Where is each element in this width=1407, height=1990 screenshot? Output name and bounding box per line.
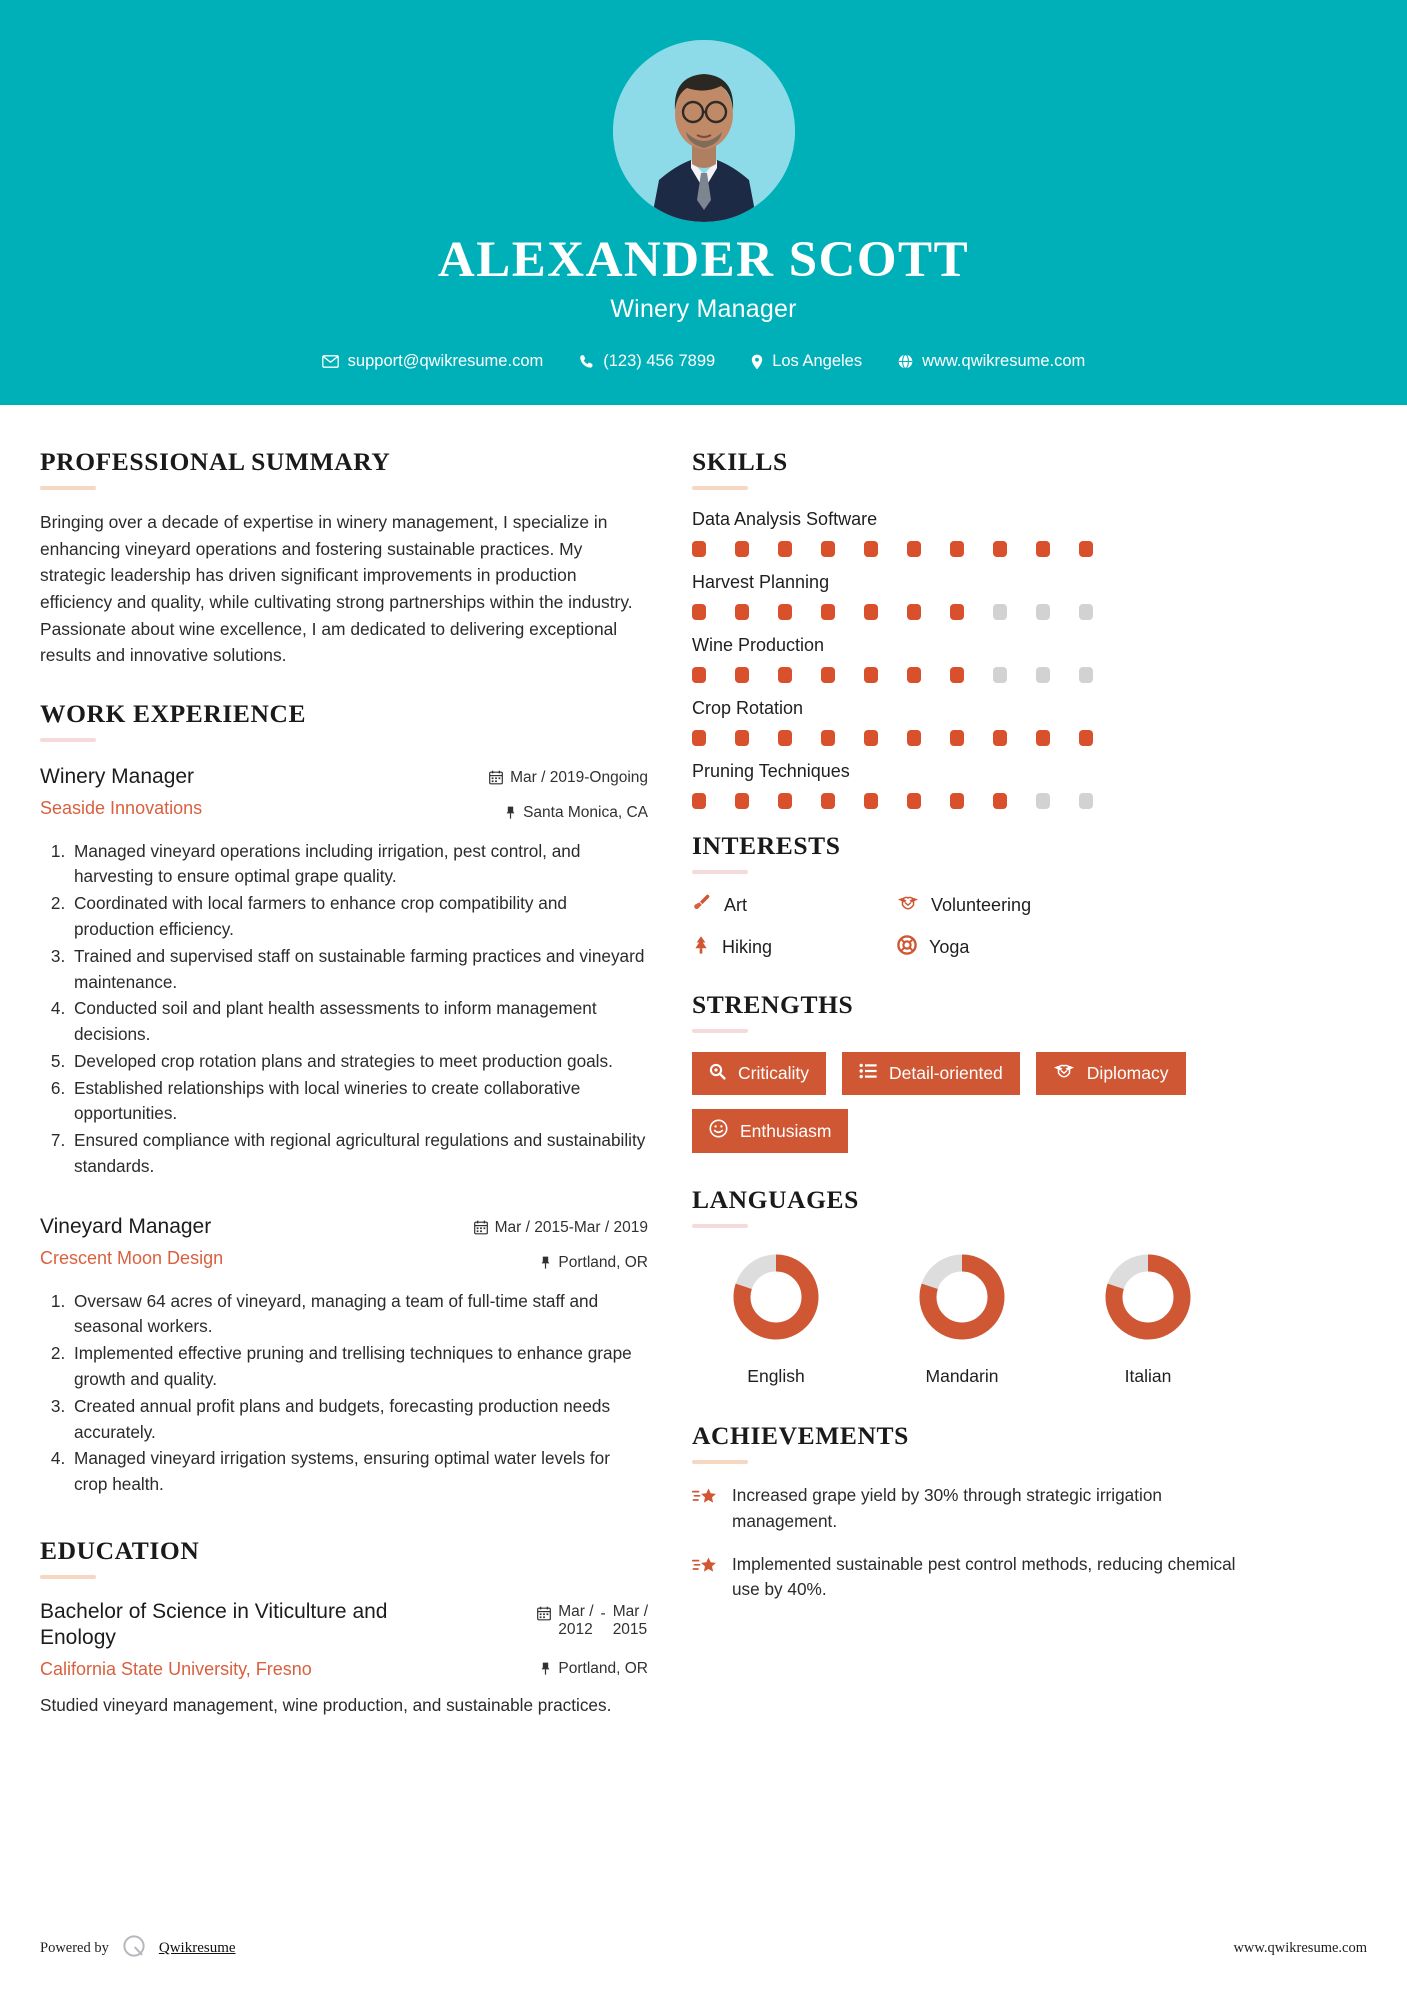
shooting-star-icon	[692, 1552, 718, 1582]
list-item: 1. Oversaw 64 acres of vineyard, managing a team of full-time staff and seasonal workers.	[70, 1289, 648, 1341]
skill-dot-filled	[907, 604, 921, 620]
paintbrush-icon	[692, 893, 712, 918]
skill-dot-filled	[735, 793, 749, 809]
list-item: 4. Managed vineyard irrigation systems, ensuring optimal water levels for crop health.	[70, 1446, 648, 1498]
section-education	[40, 1536, 648, 1719]
left-column	[40, 447, 648, 1724]
calendar-icon	[537, 1606, 551, 1626]
strength-label: Detail-oriented	[888, 1063, 1003, 1084]
skill-dot-empty	[993, 667, 1007, 683]
list-item: 6. Established relationships with local wineries to create collaborative opportunities.	[70, 1076, 648, 1128]
work-company: Seaside Innovations	[40, 798, 203, 819]
interest-item	[897, 893, 1262, 918]
contact-row	[0, 352, 1407, 371]
language-item	[1064, 1247, 1232, 1387]
skill-dot-filled	[778, 604, 792, 620]
section-title: INTERESTS	[692, 831, 841, 861]
skill-dot-filled	[907, 667, 921, 683]
skill-rating	[692, 541, 1262, 557]
right-column	[692, 447, 1262, 1621]
skill-dot-filled	[821, 541, 835, 557]
pin-icon	[505, 803, 516, 825]
language-label: Italian	[1124, 1366, 1172, 1387]
skill-dot-filled	[993, 793, 1007, 809]
section-languages	[692, 1185, 1262, 1387]
strength-label: Criticality	[738, 1063, 809, 1084]
education-description: Studied vineyard management, wine production, and sustainable practices.	[40, 1694, 612, 1715]
section-title: WORK EXPERIENCE	[40, 698, 307, 728]
work-role: Vineyard Manager	[40, 1214, 212, 1238]
skill-rating	[692, 730, 1262, 746]
interest-item	[692, 935, 897, 960]
strength-chip-enthusiasm[interactable]	[692, 1109, 848, 1153]
work-location-text: Santa Monica, CA	[523, 803, 648, 821]
skill-dot-filled	[907, 730, 921, 746]
list-item: 3. Trained and supervised staff on sustainable farming practices and vineyard maintenance.	[70, 944, 648, 996]
map-pin-icon	[751, 354, 763, 370]
skill-dot-filled	[735, 541, 749, 557]
section-rule	[40, 1575, 96, 1579]
education-degree: Bachelor of Science in Viticulture and Enology	[40, 1599, 388, 1650]
skill-dot-filled	[821, 730, 835, 746]
skill-dot-filled	[735, 730, 749, 746]
language-donut-chart	[726, 1247, 826, 1347]
skill-label: Harvest Planning	[692, 572, 830, 593]
globe-icon	[898, 354, 913, 369]
education-dates	[537, 1603, 648, 1640]
summary-text: Bringing over a decade of expertise in winery management, I specialize in enhancing vineyard operations and fostering sustainable practices. My strategic leadership has driven significant improvements in production efficiency and quality, while cultivating strong partnerships within the industry. Passionate about wine excellence, I am dedicated to delivering exceptional results and innovative solutions.	[40, 512, 633, 666]
skill-dot-empty	[1036, 604, 1050, 620]
strength-label: Diplomacy	[1086, 1063, 1169, 1084]
skill-item	[692, 635, 1262, 683]
section-rule	[40, 738, 96, 742]
section-title: PROFESSIONAL SUMMARY	[40, 447, 391, 477]
work-location	[489, 803, 648, 825]
education-school: California State University, Fresno	[40, 1659, 312, 1680]
skill-dot-filled	[778, 667, 792, 683]
section-rule	[692, 486, 748, 490]
powered-by-label: Powered by	[40, 1940, 109, 1956]
skill-dot-filled	[692, 793, 706, 809]
section-rule	[692, 870, 748, 874]
skill-label: Crop Rotation	[692, 698, 804, 719]
skill-dot-empty	[1079, 667, 1093, 683]
interests-grid	[692, 893, 1262, 960]
skill-dot-filled	[950, 541, 964, 557]
smiley-icon	[709, 1119, 728, 1143]
skill-dot-empty	[993, 604, 1007, 620]
list-item: 2. Implemented effective pruning and trellising techniques to enhance grape growth and quality.	[70, 1341, 648, 1393]
calendar-icon	[474, 1218, 488, 1241]
skill-dot-filled	[950, 604, 964, 620]
work-dates	[489, 768, 648, 791]
skill-dot-filled	[864, 793, 878, 809]
handshake-icon	[1053, 1062, 1075, 1085]
qwikresume-link[interactable]: Qwikresume	[158, 1940, 236, 1956]
envelope-icon	[322, 355, 339, 368]
skill-item	[692, 761, 1262, 809]
skill-dot-empty	[1036, 793, 1050, 809]
handshake-icon	[897, 894, 919, 917]
list-item: 7. Ensured compliance with regional agricultural regulations and sustainability standards.	[70, 1128, 648, 1180]
education-end-month: Mar /	[612, 1602, 648, 1620]
skill-dot-filled	[735, 667, 749, 683]
skill-dot-filled	[821, 604, 835, 620]
contact-email-text: support@qwikresume.com	[347, 352, 544, 371]
strength-chip-criticality[interactable]	[692, 1052, 826, 1095]
resume-body	[0, 405, 1407, 1724]
skill-dot-filled	[950, 667, 964, 683]
shooting-star-icon	[692, 1483, 718, 1513]
powered-by	[40, 1933, 236, 1964]
work-bullets	[40, 1289, 648, 1498]
work-dates-text: Mar / 2019-Ongoing	[510, 768, 648, 786]
search-icon	[709, 1063, 726, 1085]
tree-icon	[692, 935, 710, 960]
language-item	[692, 1247, 860, 1387]
section-interests	[692, 831, 1262, 960]
section-title: ACHIEVEMENTS	[692, 1421, 909, 1451]
education-entry	[40, 1599, 648, 1719]
work-role: Winery Manager	[40, 764, 195, 788]
strength-label: Enthusiasm	[740, 1120, 832, 1141]
skill-dot-filled	[692, 730, 706, 746]
contact-email[interactable]	[304, 352, 562, 371]
work-dates-text: Mar / 2015-Mar / 2019	[494, 1218, 648, 1236]
work-dates	[474, 1218, 648, 1241]
section-work-experience	[40, 699, 648, 1498]
interest-label: Art	[724, 895, 748, 916]
lifebuoy-icon	[897, 935, 917, 960]
skill-rating	[692, 667, 1262, 683]
skill-dot-filled	[821, 793, 835, 809]
contact-location	[733, 352, 880, 371]
contact-location-text: Los Angeles	[772, 352, 863, 371]
language-item	[878, 1247, 1046, 1387]
qwikresume-logo-icon	[121, 1933, 147, 1964]
skill-item	[692, 698, 1262, 746]
interest-item	[692, 893, 897, 918]
skill-dot-filled	[950, 730, 964, 746]
section-skills	[692, 447, 1262, 809]
section-rule	[692, 1029, 748, 1033]
skill-dot-filled	[1036, 541, 1050, 557]
list-item: 3. Created annual profit plans and budgets, forecasting production needs accurately.	[70, 1394, 648, 1446]
skill-dot-filled	[692, 667, 706, 683]
skill-dot-filled	[864, 541, 878, 557]
skill-dot-filled	[993, 730, 1007, 746]
work-entry	[40, 1214, 648, 1498]
education-date-separator: -	[600, 1604, 606, 1622]
section-title: SKILLS	[692, 447, 788, 477]
education-start-date	[558, 1603, 593, 1640]
skill-dot-filled	[1036, 730, 1050, 746]
skill-dot-filled	[864, 730, 878, 746]
page-footer	[0, 1933, 1407, 1964]
list-item: 4. Conducted soil and plant health assessments to inform management decisions.	[70, 996, 648, 1048]
contact-phone[interactable]	[561, 352, 733, 371]
strength-chip-diplomacy[interactable]	[1036, 1052, 1186, 1095]
skill-dot-filled	[735, 604, 749, 620]
work-location-text: Portland, OR	[558, 1253, 648, 1271]
skill-dot-filled	[778, 793, 792, 809]
section-title: LANGUAGES	[692, 1185, 859, 1215]
section-rule	[40, 486, 96, 490]
education-location-text: Portland, OR	[558, 1660, 648, 1678]
skill-dot-empty	[1079, 793, 1093, 809]
section-achievements	[692, 1421, 1262, 1603]
language-label: Mandarin	[925, 1366, 999, 1387]
skill-dot-filled	[864, 667, 878, 683]
skill-label: Data Analysis Software	[692, 509, 878, 530]
work-bullets	[40, 839, 648, 1180]
skill-item	[692, 572, 1262, 620]
skill-dot-filled	[778, 730, 792, 746]
pin-icon	[540, 1659, 551, 1681]
achievement-item	[692, 1552, 1262, 1603]
page-title: ALEXANDER SCOTT	[437, 232, 970, 288]
calendar-icon	[489, 768, 503, 791]
skill-dot-filled	[692, 541, 706, 557]
pin-icon	[540, 1253, 551, 1275]
education-end-date	[613, 1603, 648, 1640]
skill-item	[692, 509, 1262, 557]
job-title-subtitle: Winery Manager	[610, 295, 797, 324]
skill-dot-empty	[1036, 667, 1050, 683]
education-end-year: 2015	[612, 1621, 648, 1639]
skill-dot-filled	[692, 604, 706, 620]
phone-icon	[579, 354, 594, 369]
list-item: 5. Developed crop rotation plans and strategies to meet production goals.	[70, 1049, 648, 1075]
list-icon	[859, 1063, 877, 1084]
languages-list	[692, 1247, 1262, 1387]
achievement-text: Increased grape yield by 30% through strategic irrigation management.	[732, 1485, 1162, 1531]
work-location	[474, 1253, 648, 1275]
avatar-photo	[613, 40, 795, 222]
education-start-month: Mar /	[558, 1602, 594, 1620]
avatar	[613, 40, 795, 222]
skill-dot-filled	[864, 604, 878, 620]
education-location	[537, 1659, 648, 1681]
skill-dot-filled	[1079, 541, 1093, 557]
skill-rating	[692, 793, 1262, 809]
skill-label: Pruning Techniques	[692, 761, 850, 782]
achievement-item	[692, 1483, 1262, 1534]
skill-rating	[692, 604, 1262, 620]
contact-website-text: www.qwikresume.com	[922, 352, 1086, 371]
section-title: STRENGTHS	[692, 990, 854, 1020]
section-rule	[692, 1224, 748, 1228]
language-donut-chart	[1098, 1247, 1198, 1347]
section-title: EDUCATION	[40, 1535, 200, 1565]
skills-list	[692, 509, 1262, 809]
skill-dot-filled	[907, 541, 921, 557]
footer-url[interactable]: www.qwikresume.com	[1233, 1940, 1367, 1956]
language-label: English	[747, 1366, 805, 1387]
section-professional-summary	[40, 447, 648, 669]
skill-dot-filled	[993, 541, 1007, 557]
skill-dot-filled	[778, 541, 792, 557]
skill-dot-empty	[1079, 604, 1093, 620]
work-entry	[40, 764, 648, 1180]
interest-label: Volunteering	[931, 895, 1032, 916]
skill-dot-filled	[950, 793, 964, 809]
work-company: Crescent Moon Design	[40, 1248, 224, 1269]
list-item: 2. Coordinated with local farmers to enhance crop compatibility and production efficiency.	[70, 891, 648, 943]
language-donut-chart	[912, 1247, 1012, 1347]
skill-label: Wine Production	[692, 635, 825, 656]
section-rule	[692, 1460, 748, 1464]
education-start-year: 2012	[558, 1621, 593, 1639]
interest-label: Hiking	[722, 937, 773, 958]
skill-dot-filled	[821, 667, 835, 683]
strengths-list	[692, 1052, 1262, 1153]
interest-item	[897, 935, 1262, 960]
strength-chip-detail-oriented[interactable]	[842, 1052, 1020, 1095]
contact-phone-text: (123) 456 7899	[603, 352, 716, 371]
skill-dot-filled	[1079, 730, 1093, 746]
list-item: 1. Managed vineyard operations including irrigation, pest control, and harvesting to ensure optimal grape quality.	[70, 839, 648, 891]
resume-header	[0, 0, 1407, 405]
section-strengths	[692, 990, 1262, 1153]
interest-label: Yoga	[929, 937, 970, 958]
skill-dot-filled	[907, 793, 921, 809]
achievement-text: Implemented sustainable pest control methods, reducing chemical use by 40%.	[732, 1554, 1236, 1600]
contact-website[interactable]	[880, 352, 1103, 371]
